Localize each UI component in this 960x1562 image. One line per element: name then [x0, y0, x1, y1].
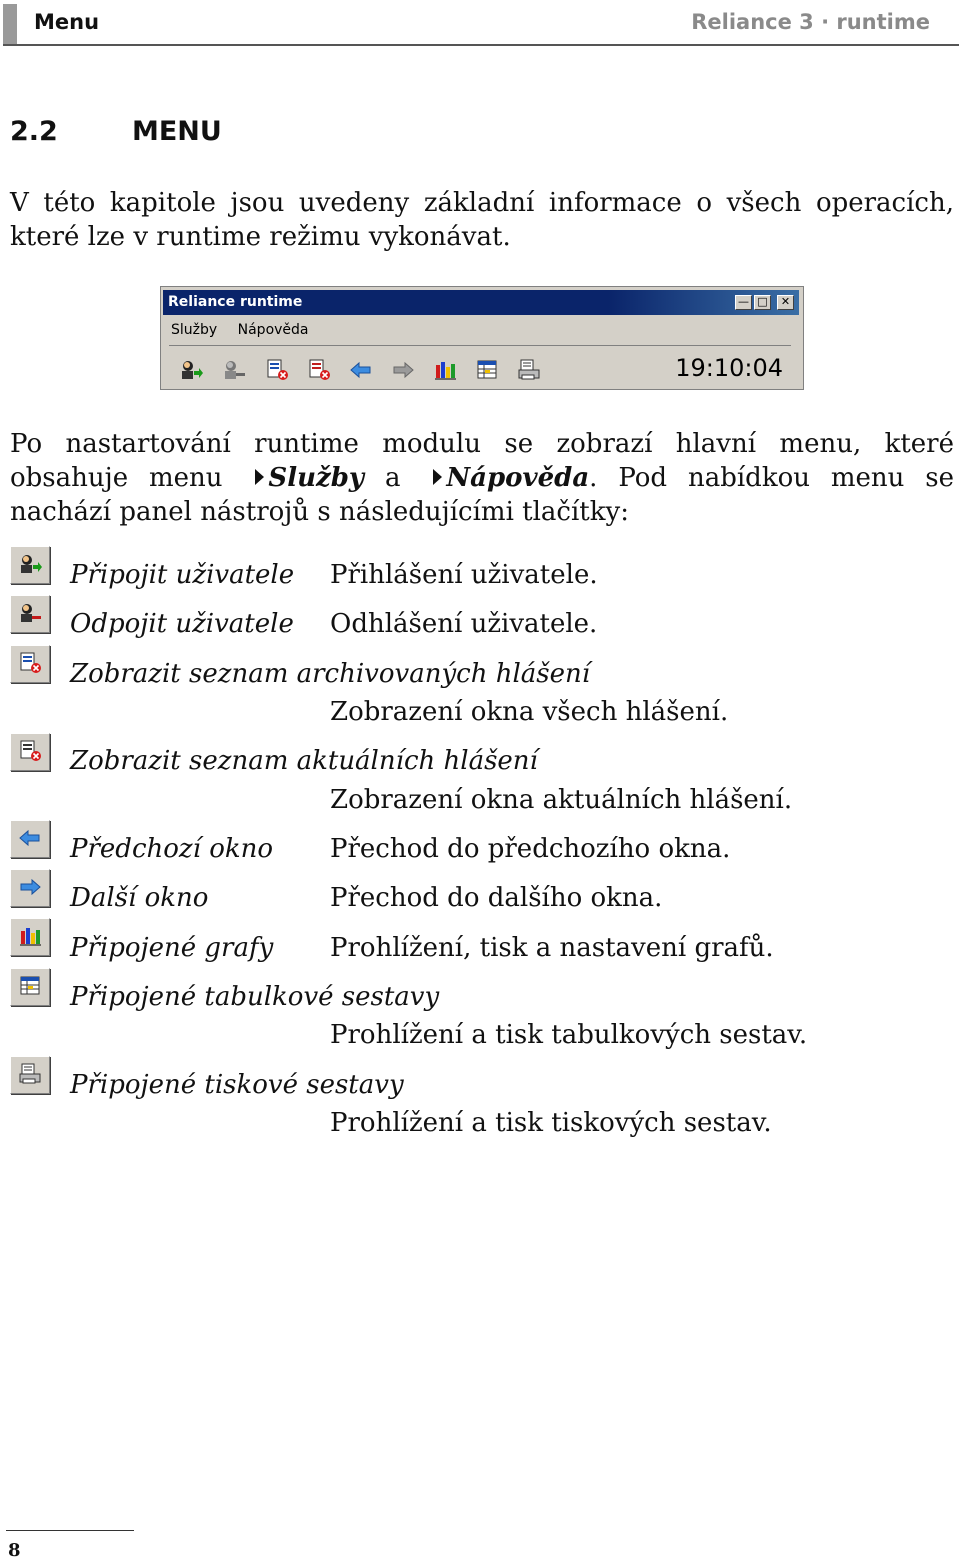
section-heading [10, 116, 222, 147]
maximize-icon[interactable]: □ [754, 295, 771, 310]
button-desc: Přechod do předchozího okna. [330, 834, 731, 864]
button-name: Odpojit uživatele [70, 609, 294, 639]
para2-text1: Po nastartování runtime modulu se zobrazí hlavní menu, které obsahuje menu [10, 429, 954, 493]
graphs-icon[interactable] [433, 359, 457, 381]
header-accent-bar [3, 4, 17, 44]
button-desc: Přihlášení uživatele. [330, 560, 598, 590]
menu-paragraph [10, 427, 954, 529]
clock-display: 19:10:04 [675, 354, 783, 382]
current-alarms-icon[interactable] [307, 359, 331, 381]
button-desc: Prohlížení a tisk tabulkových sestav. [330, 1020, 808, 1050]
button-graphs[interactable] [10, 918, 50, 956]
running-header [0, 0, 960, 46]
minimize-icon[interactable]: — [735, 295, 752, 310]
button-print-reports[interactable] [10, 1056, 50, 1094]
para2-text2: . Pod nabídkou menu se nachází panel nástrojů s následujícími tlačítky: [10, 463, 955, 527]
button-previous-window[interactable] [10, 820, 50, 858]
header-product: Reliance 3 · runtime [691, 10, 930, 34]
section-number: 2.2 [10, 116, 58, 147]
disconnect-user-icon[interactable] [222, 359, 246, 381]
menu-arrow-icon [255, 469, 264, 485]
button-name: Zobrazit seznam aktuálních hlášení [70, 746, 538, 776]
button-desc: Prohlížení, tisk a nastavení grafů. [330, 933, 774, 963]
menu-sluzby-ref: Služby [268, 463, 365, 493]
table-reports-icon[interactable] [475, 359, 499, 381]
back-arrow-icon [18, 827, 42, 849]
para2-and: a [384, 463, 401, 493]
page-number: 8 [8, 1540, 21, 1561]
graphs-icon [18, 925, 42, 947]
print-reports-icon [18, 1063, 42, 1085]
runtime-window-screenshot [160, 286, 804, 390]
footer-rule [6, 1530, 134, 1531]
button-next-window[interactable] [10, 869, 50, 907]
button-disconnect-user[interactable] [10, 595, 50, 633]
button-name: Předchozí okno [70, 834, 273, 864]
window-toolbar [169, 345, 791, 384]
window-title: Reliance runtime [168, 294, 303, 310]
print-reports-icon[interactable] [517, 359, 541, 381]
button-name: Připojené tiskové sestavy [70, 1070, 404, 1100]
button-archived-alarms[interactable] [10, 645, 50, 683]
button-name: Připojené grafy [70, 933, 274, 963]
menu-napoveda[interactable]: Nápověda [237, 322, 309, 338]
button-table-reports[interactable] [10, 968, 50, 1006]
connect-user-icon[interactable] [179, 359, 203, 381]
button-name: Připojené tabulkové sestavy [70, 982, 440, 1012]
button-name: Připojit uživatele [70, 560, 295, 590]
button-desc: Prohlížení a tisk tiskových sestav. [330, 1108, 772, 1138]
table-reports-icon [18, 975, 42, 997]
button-desc: Zobrazení okna aktuálních hlášení. [330, 785, 793, 815]
header-rule [3, 44, 959, 46]
current-alarms-icon [18, 740, 42, 762]
button-name: Zobrazit seznam archivovaných hlášení [70, 659, 591, 689]
header-chapter: Menu [34, 10, 100, 34]
button-current-alarms[interactable] [10, 733, 50, 771]
menu-sluzby[interactable]: Služby [171, 322, 218, 338]
menu-napoveda-ref: Nápověda [446, 463, 590, 493]
archived-alarms-icon[interactable] [265, 359, 289, 381]
button-desc: Zobrazení okna všech hlášení. [330, 697, 729, 727]
close-icon[interactable]: ✕ [777, 295, 794, 310]
forward-arrow-icon[interactable] [391, 359, 415, 381]
disconnect-user-icon [18, 602, 42, 624]
archived-alarms-icon [18, 652, 42, 674]
window-titlebar [163, 290, 799, 315]
button-desc: Přechod do dalšího okna. [330, 883, 663, 913]
button-connect-user[interactable] [10, 546, 50, 584]
section-title: MENU [132, 116, 222, 147]
back-arrow-icon[interactable] [349, 359, 373, 381]
connect-user-icon [18, 553, 42, 575]
menu-arrow-icon [433, 469, 442, 485]
window-menubar [171, 322, 325, 338]
intro-paragraph: V této kapitole jsou uvedeny základní informace o všech operacích, které lze v runtime režimu vykonávat. [10, 188, 954, 252]
forward-arrow-icon [18, 876, 42, 898]
button-name: Další okno [70, 883, 209, 913]
button-desc: Odhlášení uživatele. [330, 609, 598, 639]
